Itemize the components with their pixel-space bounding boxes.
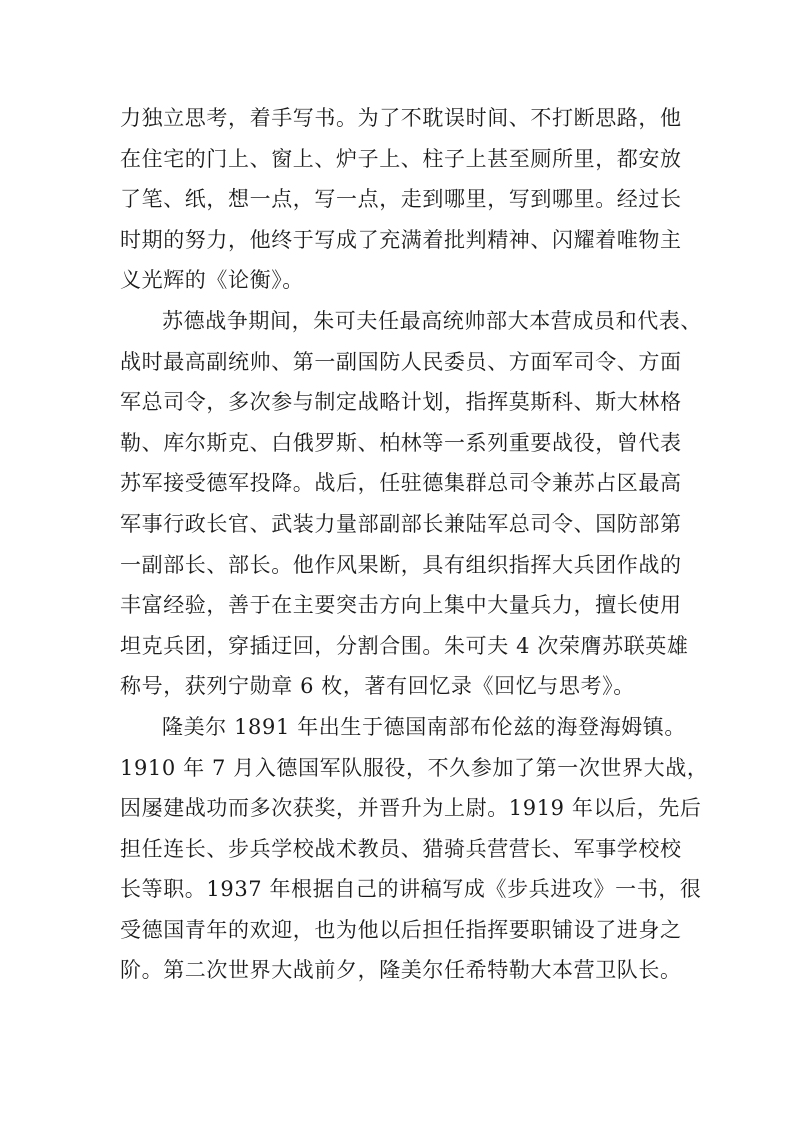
text-line: 因屡建战功而多次获奖，并晋升为上尉。1919 年以后，先后 — [120, 796, 702, 821]
text-line: 丰富经验，善于在主要突击方向上集中大量兵力，擅长使用 — [120, 593, 682, 618]
paragraph-zhukov — [120, 301, 702, 707]
text-line: 阶。第二次世界大战前夕，隆美尔任希特勒大本营卫队长。 — [120, 958, 682, 983]
text-line: 一副部长、部长。他作风果断，具有组织指挥大兵团作战的 — [120, 552, 682, 577]
text-line: 军事行政长官、武装力量部副部长兼陆军总司令、国防部第 — [120, 511, 682, 536]
text-line: 长等职。1937 年根据自己的讲稿写成《步兵进攻》一书，很 — [120, 877, 702, 902]
paragraph-wang-chong — [120, 98, 690, 301]
text-line: 勒、库尔斯克、白俄罗斯、柏林等一系列重要战役，曾代表 — [120, 430, 682, 455]
paragraph-rommel — [120, 707, 709, 991]
text-line: 时期的努力，他终于写成了充满着批判精神、闪耀着唯物主 — [120, 227, 682, 252]
text-line: 义光辉的《论衡》。 — [120, 268, 304, 293]
document-page — [120, 98, 709, 991]
text-line: 称号，获列宁勋章 6 枚，著有回忆录《回忆与思考》。 — [120, 674, 635, 699]
text-line: 坦克兵团，穿插迂回，分割合围。朱可夫 4 次荣膺苏联英雄 — [120, 633, 689, 658]
text-line: 隆美尔 1891 年出生于德国南部布伦兹的海登海姆镇。 — [162, 714, 686, 739]
text-line: 了笔、纸，想一点，写一点，走到哪里，写到哪里。经过长 — [120, 187, 682, 212]
text-line: 受德国青年的欢迎，也为他以后担任指挥要职铺设了进身之 — [120, 917, 682, 942]
text-line: 苏德战争期间，朱可夫任最高统帅部大本营成员和代表、 — [162, 308, 702, 333]
text-line: 力独立思考，着手写书。为了不耽误时间、不打断思路，他 — [120, 106, 682, 130]
text-line: 在住宅的门上、窗上、炉子上、柱子上甚至厕所里，都安放 — [120, 146, 682, 171]
text-line: 担任连长、步兵学校战术教员、猎骑兵营营长、军事学校校 — [120, 836, 682, 861]
text-line: 战时最高副统帅、第一副国防人民委员、方面军司令、方面 — [120, 349, 682, 374]
text-line: 苏军接受德军投降。战后，任驻德集群总司令兼苏占区最高 — [120, 471, 682, 496]
text-line: 军总司令，多次参与制定战略计划，指挥莫斯科、斯大林格 — [120, 390, 682, 415]
text-line: 1910 年 7 月入德国军队服役，不久参加了第一次世界大战， — [120, 755, 709, 780]
